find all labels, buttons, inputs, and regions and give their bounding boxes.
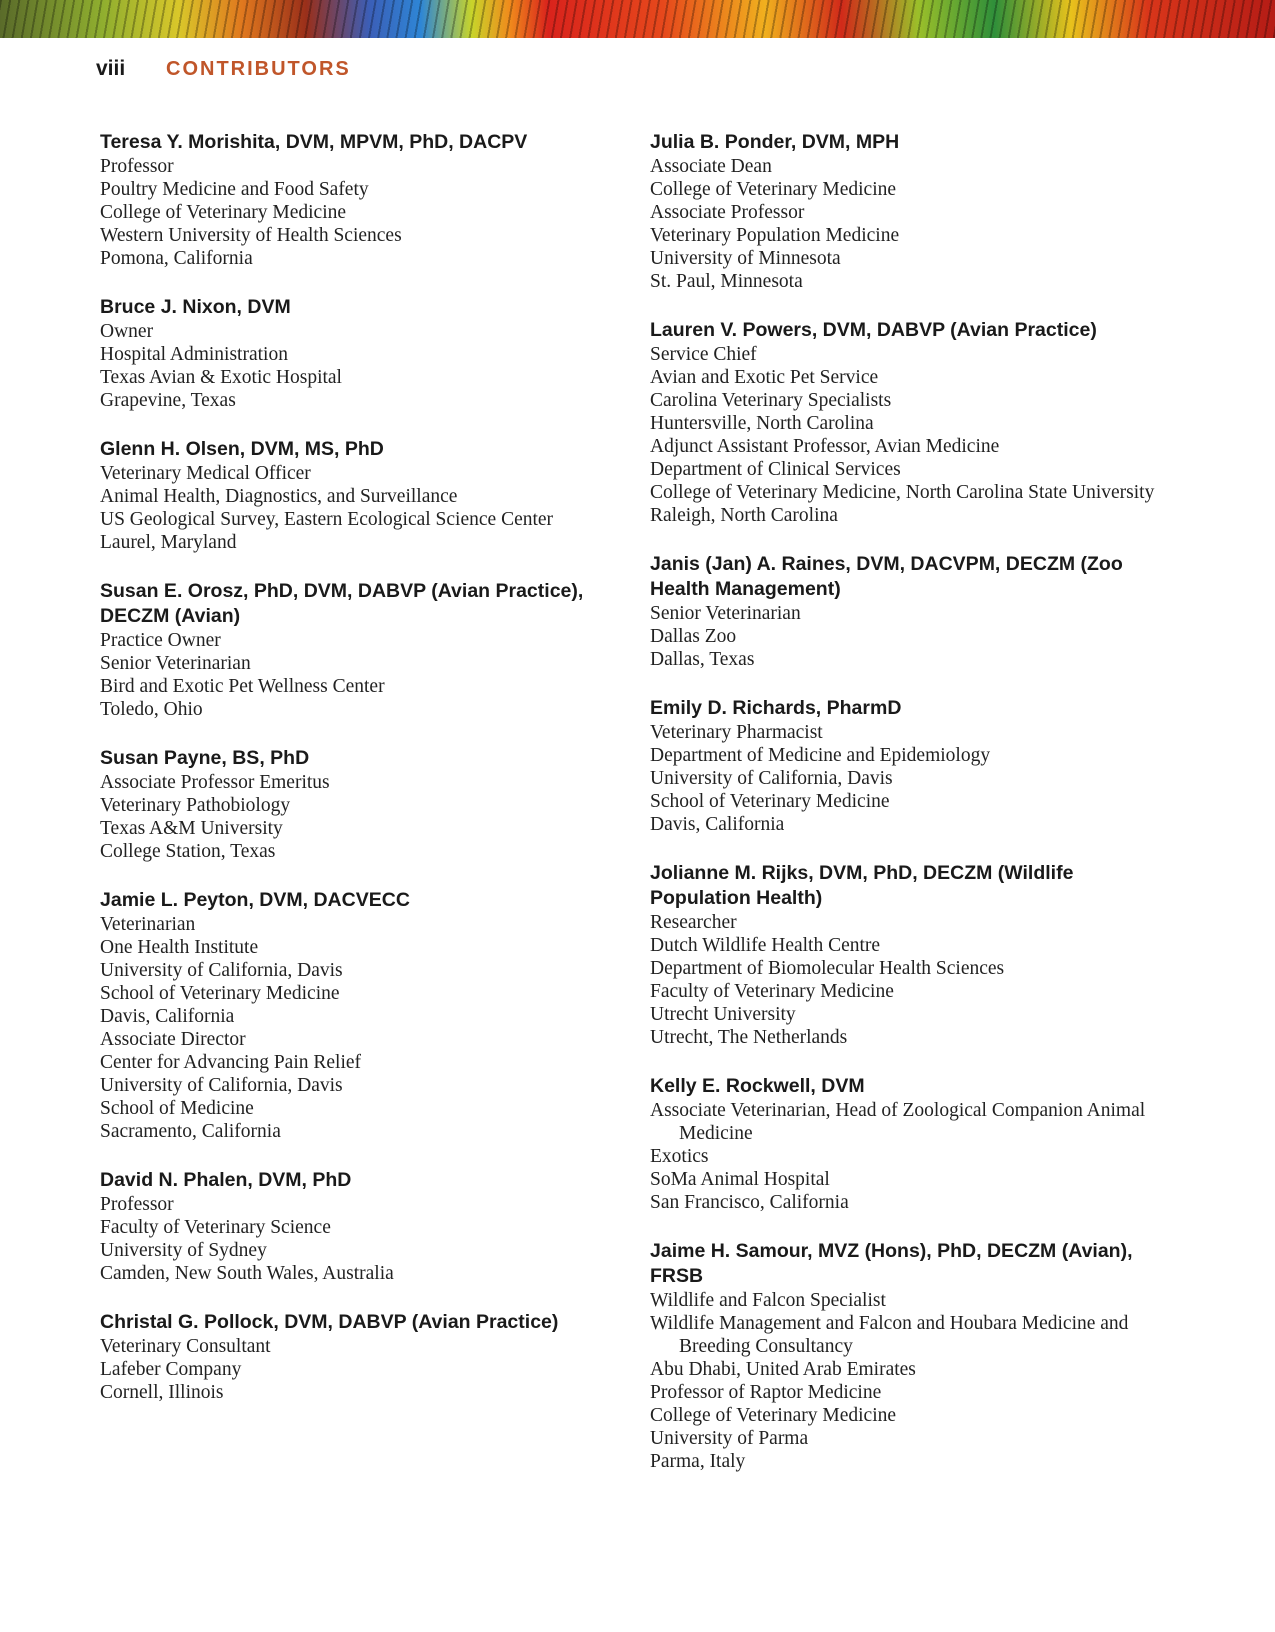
affiliation-line: Poultry Medicine and Food Safety (100, 179, 369, 200)
affiliation-line: College of Veterinary Medicine (650, 179, 897, 200)
affiliation-line: Associate Director (100, 1029, 246, 1050)
affiliation-line: Senior Veterinarian (100, 653, 251, 674)
contributor-entry (100, 1168, 620, 1285)
affiliation-line: Grapevine, Texas (100, 390, 236, 411)
affiliation-line: Toledo, Ohio (100, 699, 203, 720)
contributor-entry (100, 888, 620, 1143)
affiliation-line: University of California, Davis (650, 768, 893, 789)
contributor-entry (100, 295, 620, 412)
affiliation-line: Professor (100, 156, 174, 177)
affiliation-line: College of Veterinary Medicine (650, 1405, 897, 1426)
affiliation-line: Utrecht, The Netherlands (650, 1027, 848, 1048)
affiliation-line: University of California, Davis (100, 960, 343, 981)
contributor-entry (100, 746, 620, 863)
contributor-entry (650, 1239, 1170, 1473)
affiliation-line: Camden, New South Wales, Australia (100, 1263, 394, 1284)
affiliation-line: Dallas Zoo (650, 626, 737, 647)
section-title: CONTRIBUTORS (166, 58, 351, 80)
affiliation-line: Owner (100, 321, 154, 342)
contributors-left-column (100, 130, 620, 1429)
affiliation-line: Researcher (650, 912, 737, 933)
contributor-entry (650, 861, 1170, 1049)
affiliation-line: Veterinary Pharmacist (650, 722, 823, 743)
affiliation-line: Pomona, California (100, 248, 253, 269)
affiliation-line: University of California, Davis (100, 1075, 343, 1096)
affiliation-line: Adjunct Assistant Professor, Avian Medicine (650, 436, 1000, 457)
affiliation-line: Carolina Veterinary Specialists (650, 390, 892, 411)
affiliation-line: School of Veterinary Medicine (100, 983, 340, 1004)
running-head (96, 57, 351, 87)
contributor-name: David N. Phalen, DVM, PhD (100, 1169, 352, 1191)
contributor-entry (100, 579, 620, 721)
affiliation-line: Sacramento, California (100, 1121, 281, 1142)
contributor-entry (100, 130, 620, 270)
affiliation-line: Veterinary Consultant (100, 1336, 271, 1357)
affiliation-line: Utrecht University (650, 1004, 796, 1025)
affiliation-line: Texas Avian & Exotic Hospital (100, 367, 342, 388)
contributor-name: Jolianne M. Rijks, DVM, PhD, DECZM (Wildlife Population Health) (650, 862, 1074, 909)
affiliation-line: Department of Clinical Services (650, 459, 901, 480)
affiliation-line: San Francisco, California (650, 1192, 849, 1213)
contributor-name: Lauren V. Powers, DVM, DABVP (Avian Practice) (650, 319, 1097, 341)
affiliation-line: Department of Medicine and Epidemiology (650, 745, 991, 766)
affiliation-line: Dutch Wildlife Health Centre (650, 935, 881, 956)
affiliation-line: Associate Professor (650, 202, 805, 223)
affiliation-line: SoMa Animal Hospital (650, 1169, 830, 1190)
affiliation-line: University of Minnesota (650, 248, 841, 269)
contributor-name: Jamie L. Peyton, DVM, DACVECC (100, 889, 410, 911)
contributor-entry (650, 696, 1170, 836)
contributor-entry (100, 437, 620, 554)
affiliation-line: St. Paul, Minnesota (650, 271, 803, 292)
affiliation-line: College of Veterinary Medicine, North Carolina State University (650, 482, 1155, 503)
affiliation-line: School of Veterinary Medicine (650, 791, 890, 812)
contributor-name: Janis (Jan) A. Raines, DVM, DACVPM, DECZM (Zoo Health Management) (650, 553, 1123, 600)
affiliation-line: Davis, California (650, 814, 785, 835)
contributor-name: Christal G. Pollock, DVM, DABVP (Avian Practice) (100, 1311, 559, 1333)
affiliation-line: Department of Biomolecular Health Sciences (650, 958, 1005, 979)
affiliation-line: Parma, Italy (650, 1451, 746, 1472)
affiliation-line: Veterinarian (100, 914, 196, 935)
affiliation-line: Avian and Exotic Pet Service (650, 367, 879, 388)
affiliation-line: College of Veterinary Medicine (100, 202, 347, 223)
contributor-entry (650, 1074, 1170, 1214)
page-number: viii (96, 57, 126, 80)
affiliation-line: Huntersville, North Carolina (650, 413, 874, 434)
contributor-name: Teresa Y. Morishita, DVM, MPVM, PhD, DACPV (100, 131, 528, 153)
affiliation-line: Center for Advancing Pain Relief (100, 1052, 362, 1073)
affiliation-line: Lafeber Company (100, 1359, 242, 1380)
affiliation-line: Bird and Exotic Pet Wellness Center (100, 676, 385, 697)
affiliation-line: Service Chief (650, 344, 757, 365)
affiliation-line: US Geological Survey, Eastern Ecological Science Center (100, 509, 554, 530)
contributors-right-column (650, 130, 1170, 1498)
contributor-name: Bruce J. Nixon, DVM (100, 296, 291, 318)
affiliation-line: Exotics (650, 1146, 709, 1167)
affiliation-line: Hospital Administration (100, 344, 288, 365)
contributor-name: Susan E. Orosz, PhD, DVM, DABVP (Avian Practice), DECZM (Avian) (100, 580, 584, 627)
contributor-entry (100, 1310, 620, 1404)
affiliation-line: Dallas, Texas (650, 649, 755, 670)
decorative-feather-banner (0, 0, 1275, 38)
affiliation-line: Senior Veterinarian (650, 603, 801, 624)
affiliation-line: Faculty of Veterinary Medicine (650, 981, 894, 1002)
contributor-name: Susan Payne, BS, PhD (100, 747, 310, 769)
contributor-name: Julia B. Ponder, DVM, MPH (650, 131, 900, 153)
affiliation-line: University of Sydney (100, 1240, 267, 1261)
contributor-name: Kelly E. Rockwell, DVM (650, 1075, 865, 1097)
affiliation-line: Veterinary Population Medicine (650, 225, 900, 246)
affiliation-line: Texas A&M University (100, 818, 283, 839)
contributor-entry (650, 130, 1170, 293)
affiliation-line: Associate Professor Emeritus (100, 772, 330, 793)
affiliation-line: One Health Institute (100, 937, 259, 958)
affiliation-line: University of Parma (650, 1428, 809, 1449)
affiliation-line: Associate Dean (650, 156, 772, 177)
affiliation-line: Faculty of Veterinary Science (100, 1217, 331, 1238)
affiliation-line: Wildlife Management and Falcon and Houbara Medicine and Breeding Consultancy (650, 1313, 1129, 1357)
affiliation-line: Laurel, Maryland (100, 532, 237, 553)
affiliation-line: Veterinary Medical Officer (100, 463, 311, 484)
affiliation-line: Associate Veterinarian, Head of Zoological Companion Animal Medicine (650, 1100, 1146, 1144)
affiliation-line: Raleigh, North Carolina (650, 505, 838, 526)
affiliation-line: Practice Owner (100, 630, 221, 651)
affiliation-line: Animal Health, Diagnostics, and Surveillance (100, 486, 458, 507)
affiliation-line: College Station, Texas (100, 841, 276, 862)
affiliation-line: Cornell, Illinois (100, 1382, 224, 1403)
affiliation-line: Professor of Raptor Medicine (650, 1382, 882, 1403)
contributor-entry (650, 552, 1170, 671)
affiliation-line: Abu Dhabi, United Arab Emirates (650, 1359, 916, 1380)
contributor-name: Jaime H. Samour, MVZ (Hons), PhD, DECZM (Avian), FRSB (650, 1240, 1133, 1287)
affiliation-line: Professor (100, 1194, 174, 1215)
affiliation-line: Davis, California (100, 1006, 235, 1027)
affiliation-line: Western University of Health Sciences (100, 225, 402, 246)
affiliation-line: Veterinary Pathobiology (100, 795, 291, 816)
contributor-name: Glenn H. Olsen, DVM, MS, PhD (100, 438, 384, 460)
contributor-entry (650, 318, 1170, 527)
affiliation-line: Wildlife and Falcon Specialist (650, 1290, 886, 1311)
affiliation-line: School of Medicine (100, 1098, 254, 1119)
contributor-name: Emily D. Richards, PharmD (650, 697, 902, 719)
